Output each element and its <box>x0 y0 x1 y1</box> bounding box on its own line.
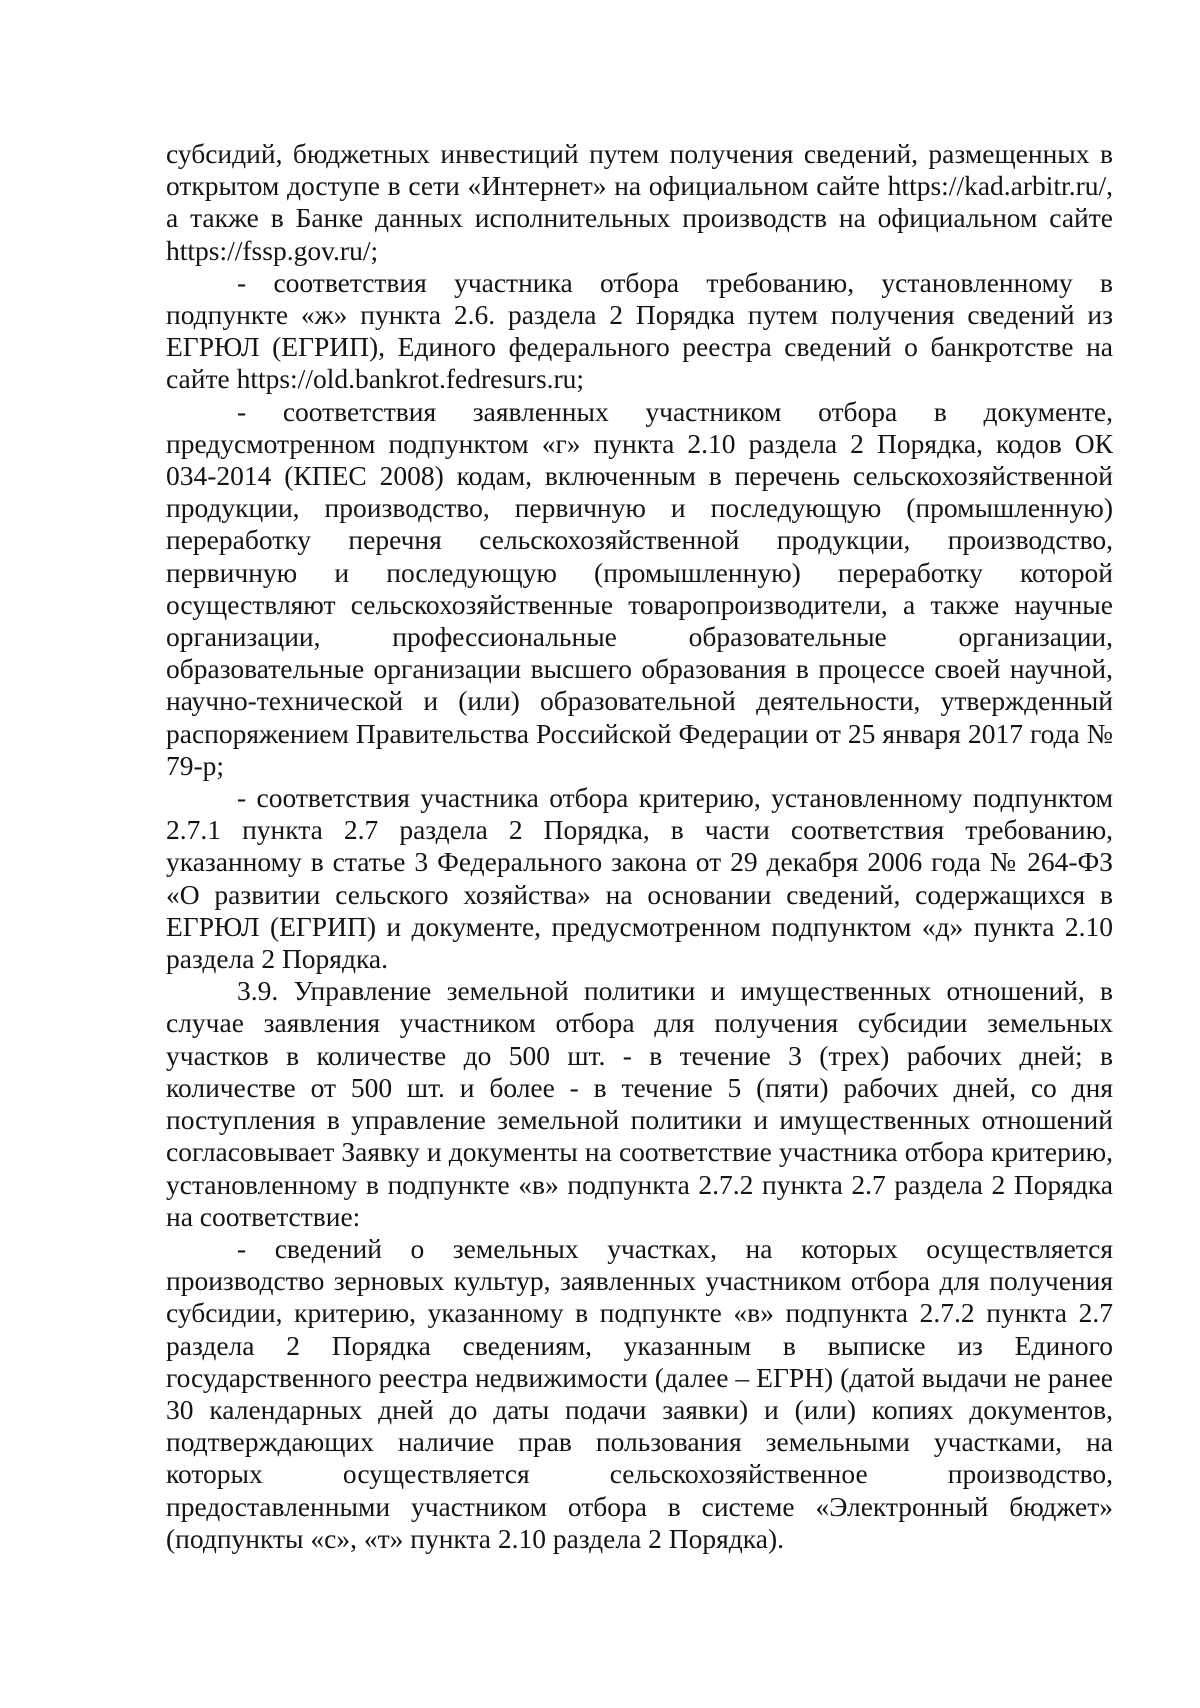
paragraph-criterion-2-7-1: - соответствия участника отбора критерию, установленному подпунктом 2.7.1 пункта 2.7 раздела 2 Порядка, в части соответствия требованию, указанному в статье 3 Федерального закона от 29 декабря 2006 года № 264-ФЗ «О развитии сельского хозяйства» на основании сведений, содержащихся в ЕГРЮЛ (ЕГРИП) и документе, предусмотренном подпунктом «д» пункта 2.10 раздела 2 Порядка. <box>166 782 1113 975</box>
paragraph-section-3-9: 3.9. Управление земельной политики и имущественных отношений, в случае заявления участником отбора для получения субсидии земельных участков в количестве до 500 шт. - в течение 3 (трех) рабочих дней; в количестве от 500 шт. и более - в течение 5 (пяти) рабочих дней, со дня поступления в управление земельной политики и имущественных отношений согласовывает Заявку и документы на соответствие участника отбора критерию, установленному в подпункте «в» подпункта 2.7.2 пункта 2.7 раздела 2 Порядка на соответствие: <box>166 975 1113 1232</box>
paragraph-land-plots: - сведений о земельных участках, на которых осуществляется производство зерновых культур, заявленных участником отбора для получения субсидии, критерию, указанному в подпункте «в» подпункта 2.7.2 пункта 2.7 раздела 2 Порядка сведениям, указанным в выписке из Единого государственного реестра недвижимости (далее – ЕГРН) (датой выдачи не ранее 30 календарных дней до даты подачи заявки) и (или) копиях документов, подтверждающих наличие прав пользования земельными участками, на которых осуществляется сельскохозяйственное производство, предоставленными участником отбора в системе «Электронный бюджет» (подпункты «с», «т» пункта 2.10 раздела 2 Порядка). <box>166 1232 1113 1554</box>
paragraph-continuation: субсидий, бюджетных инвестиций путем получения сведений, размещенных в открытом доступе в сети «Интернет» на официальном сайте https://kad.arbitr.ru/, а также в Банке данных исполнительных производств на официальном сайте https://fssp.gov.ru/; <box>166 138 1113 266</box>
document-body <box>166 138 1113 1555</box>
paragraph-okpd-codes-check: - соответствия заявленных участником отбора в документе, предусмотренном подпунктом «г» пункта 2.10 раздела 2 Порядка, кодов ОК 034-2014 (КПЕС 2008) кодам, включенным в перечень сельскохозяйственной продукции, производство, первичную и последующую (промышленную) переработку перечня сельскохозяйственной продукции, производство, первичную и последующую (промышленную) переработку которой осуществляют сельскохозяйственные товаропроизводители, а также научные организации, профессиональные образовательные организации, образовательные организации высшего образования в процессе своей научной, научно-технической и (или) образовательной деятельности, утвержденный распоряжением Правительства Российской Федерации от 25 января 2017 года № 79-р; <box>166 395 1113 781</box>
paragraph-egrul-check: - соответствия участника отбора требованию, установленному в подпункте «ж» пункта 2.6. раздела 2 Порядка путем получения сведений из ЕГРЮЛ (ЕГРИП), Единого федерального реестра сведений о банкротстве на сайте https://old.bankrot.fedresurs.ru; <box>166 266 1113 395</box>
